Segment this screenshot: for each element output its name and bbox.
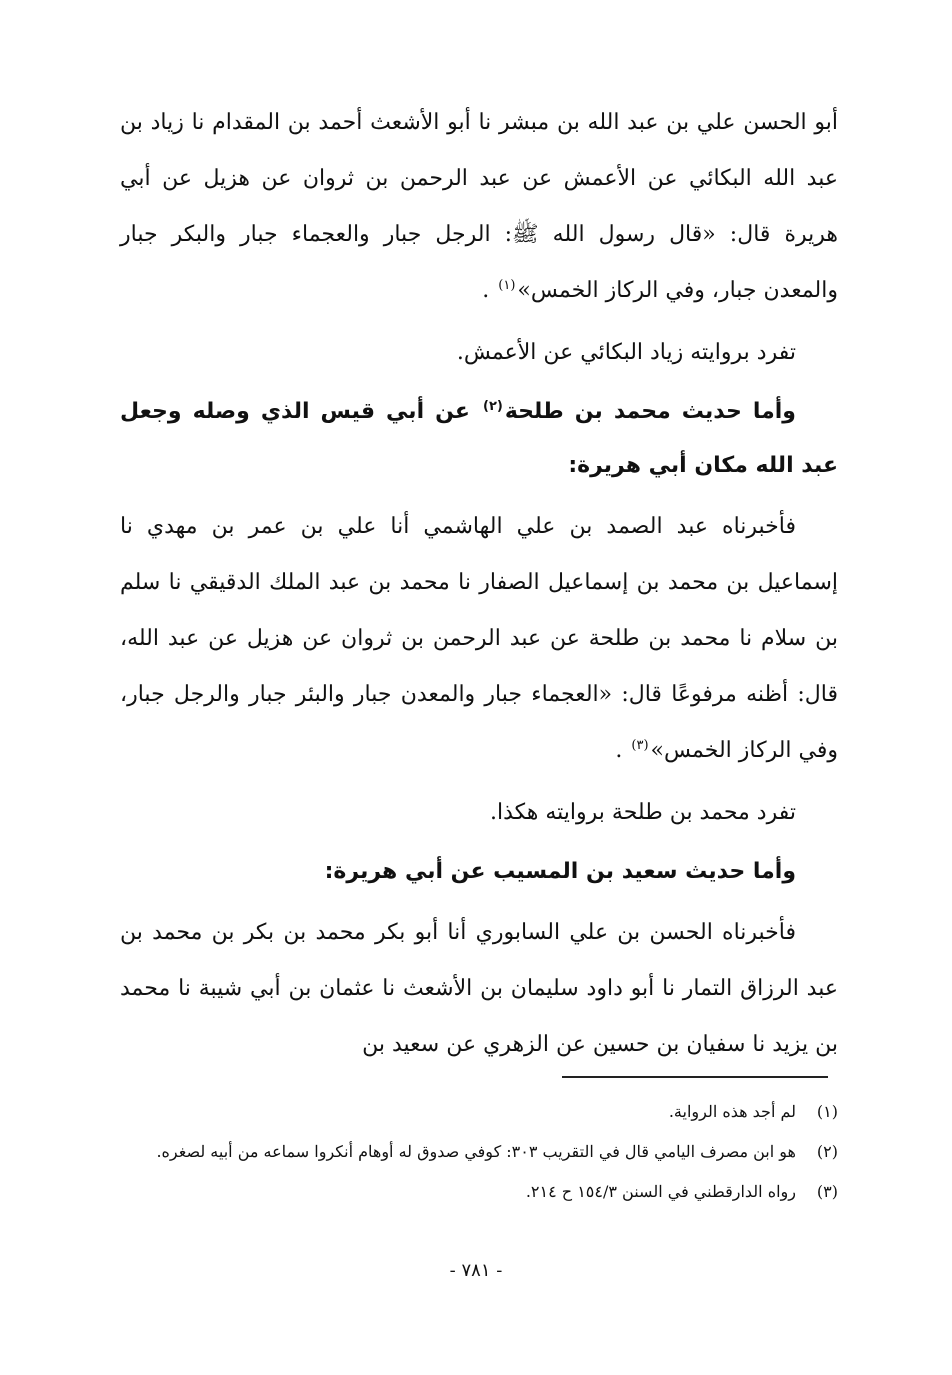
- footnote-reference-1[interactable]: (١): [498, 277, 516, 293]
- section-heading-muhammad-ibn-talha: [120, 385, 838, 493]
- paragraph-note-1: تفرد بروايته زياد البكائي عن الأعمش.: [456, 340, 796, 365]
- heading-text-part1: وأما حديث محمد بن طلحة: [504, 399, 796, 424]
- footnote-number: (٢): [816, 1142, 838, 1161]
- heading-text-part2: عن أبي قيس الذي وصله وجعل عبد الله مكان أبي هريرة:: [120, 399, 838, 478]
- footnote-text: هو ابن مصرف اليامي قال في التقريب ٣٠٣: كوفي صدوق له أوهام أنكروا سماعه من أبيه لصغره.: [156, 1142, 796, 1161]
- footnote-reference-3[interactable]: (٣): [631, 737, 649, 753]
- paragraph-end: .: [482, 278, 490, 303]
- section-heading-said-ibn-al-musayyib: وأما حديث سعيد بن المسيب عن أبي هريرة:: [324, 859, 796, 884]
- footnote-divider: [562, 1076, 828, 1078]
- page-number: - ٧٨١ -: [449, 1260, 503, 1281]
- footnote-2: [120, 1132, 838, 1172]
- footnote-1: [120, 1092, 838, 1132]
- footnote-reference-2[interactable]: (٢): [482, 398, 503, 414]
- paragraph-end: .: [615, 738, 623, 763]
- page-body: [120, 95, 838, 1073]
- paragraph-isnad-2: [120, 499, 838, 779]
- footnote-3: [120, 1172, 838, 1212]
- footnotes-section: [120, 1092, 838, 1212]
- footnote-number: (٣): [816, 1182, 838, 1201]
- paragraph-isnad-1: [120, 95, 838, 319]
- footnote-text: رواه الدارقطني في السنن ١٥٤/٣ ح ٢١٤.: [525, 1182, 796, 1201]
- footnote-text: لم أجد هذه الرواية.: [668, 1102, 796, 1121]
- paragraph-isnad-3: فأخبرناه الحسن بن علي السابوري أنا أبو بكر محمد بن بكر بن محمد بن عبد الرزاق التمار نا أبو داود سليمان بن الأشعث نا عثمان بن أبي شيبة نا محمد بن يزيد نا سفيان بن حسين عن الزهري عن سعيد بن: [120, 920, 838, 1057]
- paragraph-text: فأخبرناه عبد الصمد بن علي الهاشمي أنا علي بن عمر بن مهدي نا إسماعيل بن محمد بن إسماعيل الصفار نا محمد بن عبد الملك الدقيقي نا سلم بن سلام نا محمد بن طلحة عن عبد الرحمن بن ثروان عن هزيل عن عبد الله، قال: أظنه مرفوعًا قال: «العجماء جبار والمعدن جبار والبئر جبار والرجل جبار، وفي الركاز الخمس»: [120, 514, 838, 763]
- paragraph-note-2: تفرد محمد بن طلحة بروايته هكذا.: [489, 800, 796, 825]
- footnote-number: (١): [816, 1102, 838, 1121]
- paragraph-text: أبو الحسن علي بن عبد الله بن مبشر نا أبو الأشعث أحمد بن المقدام نا زياد بن عبد الله البكائي عن الأعمش عن عبد الرحمن بن ثروان عن هزيل عن أبي هريرة قال: «قال رسول الله ﷺ: الرجل جبار والعجماء جبار والبكر جبار والمعدن جبار، وفي الركاز الخمس»: [120, 110, 838, 303]
